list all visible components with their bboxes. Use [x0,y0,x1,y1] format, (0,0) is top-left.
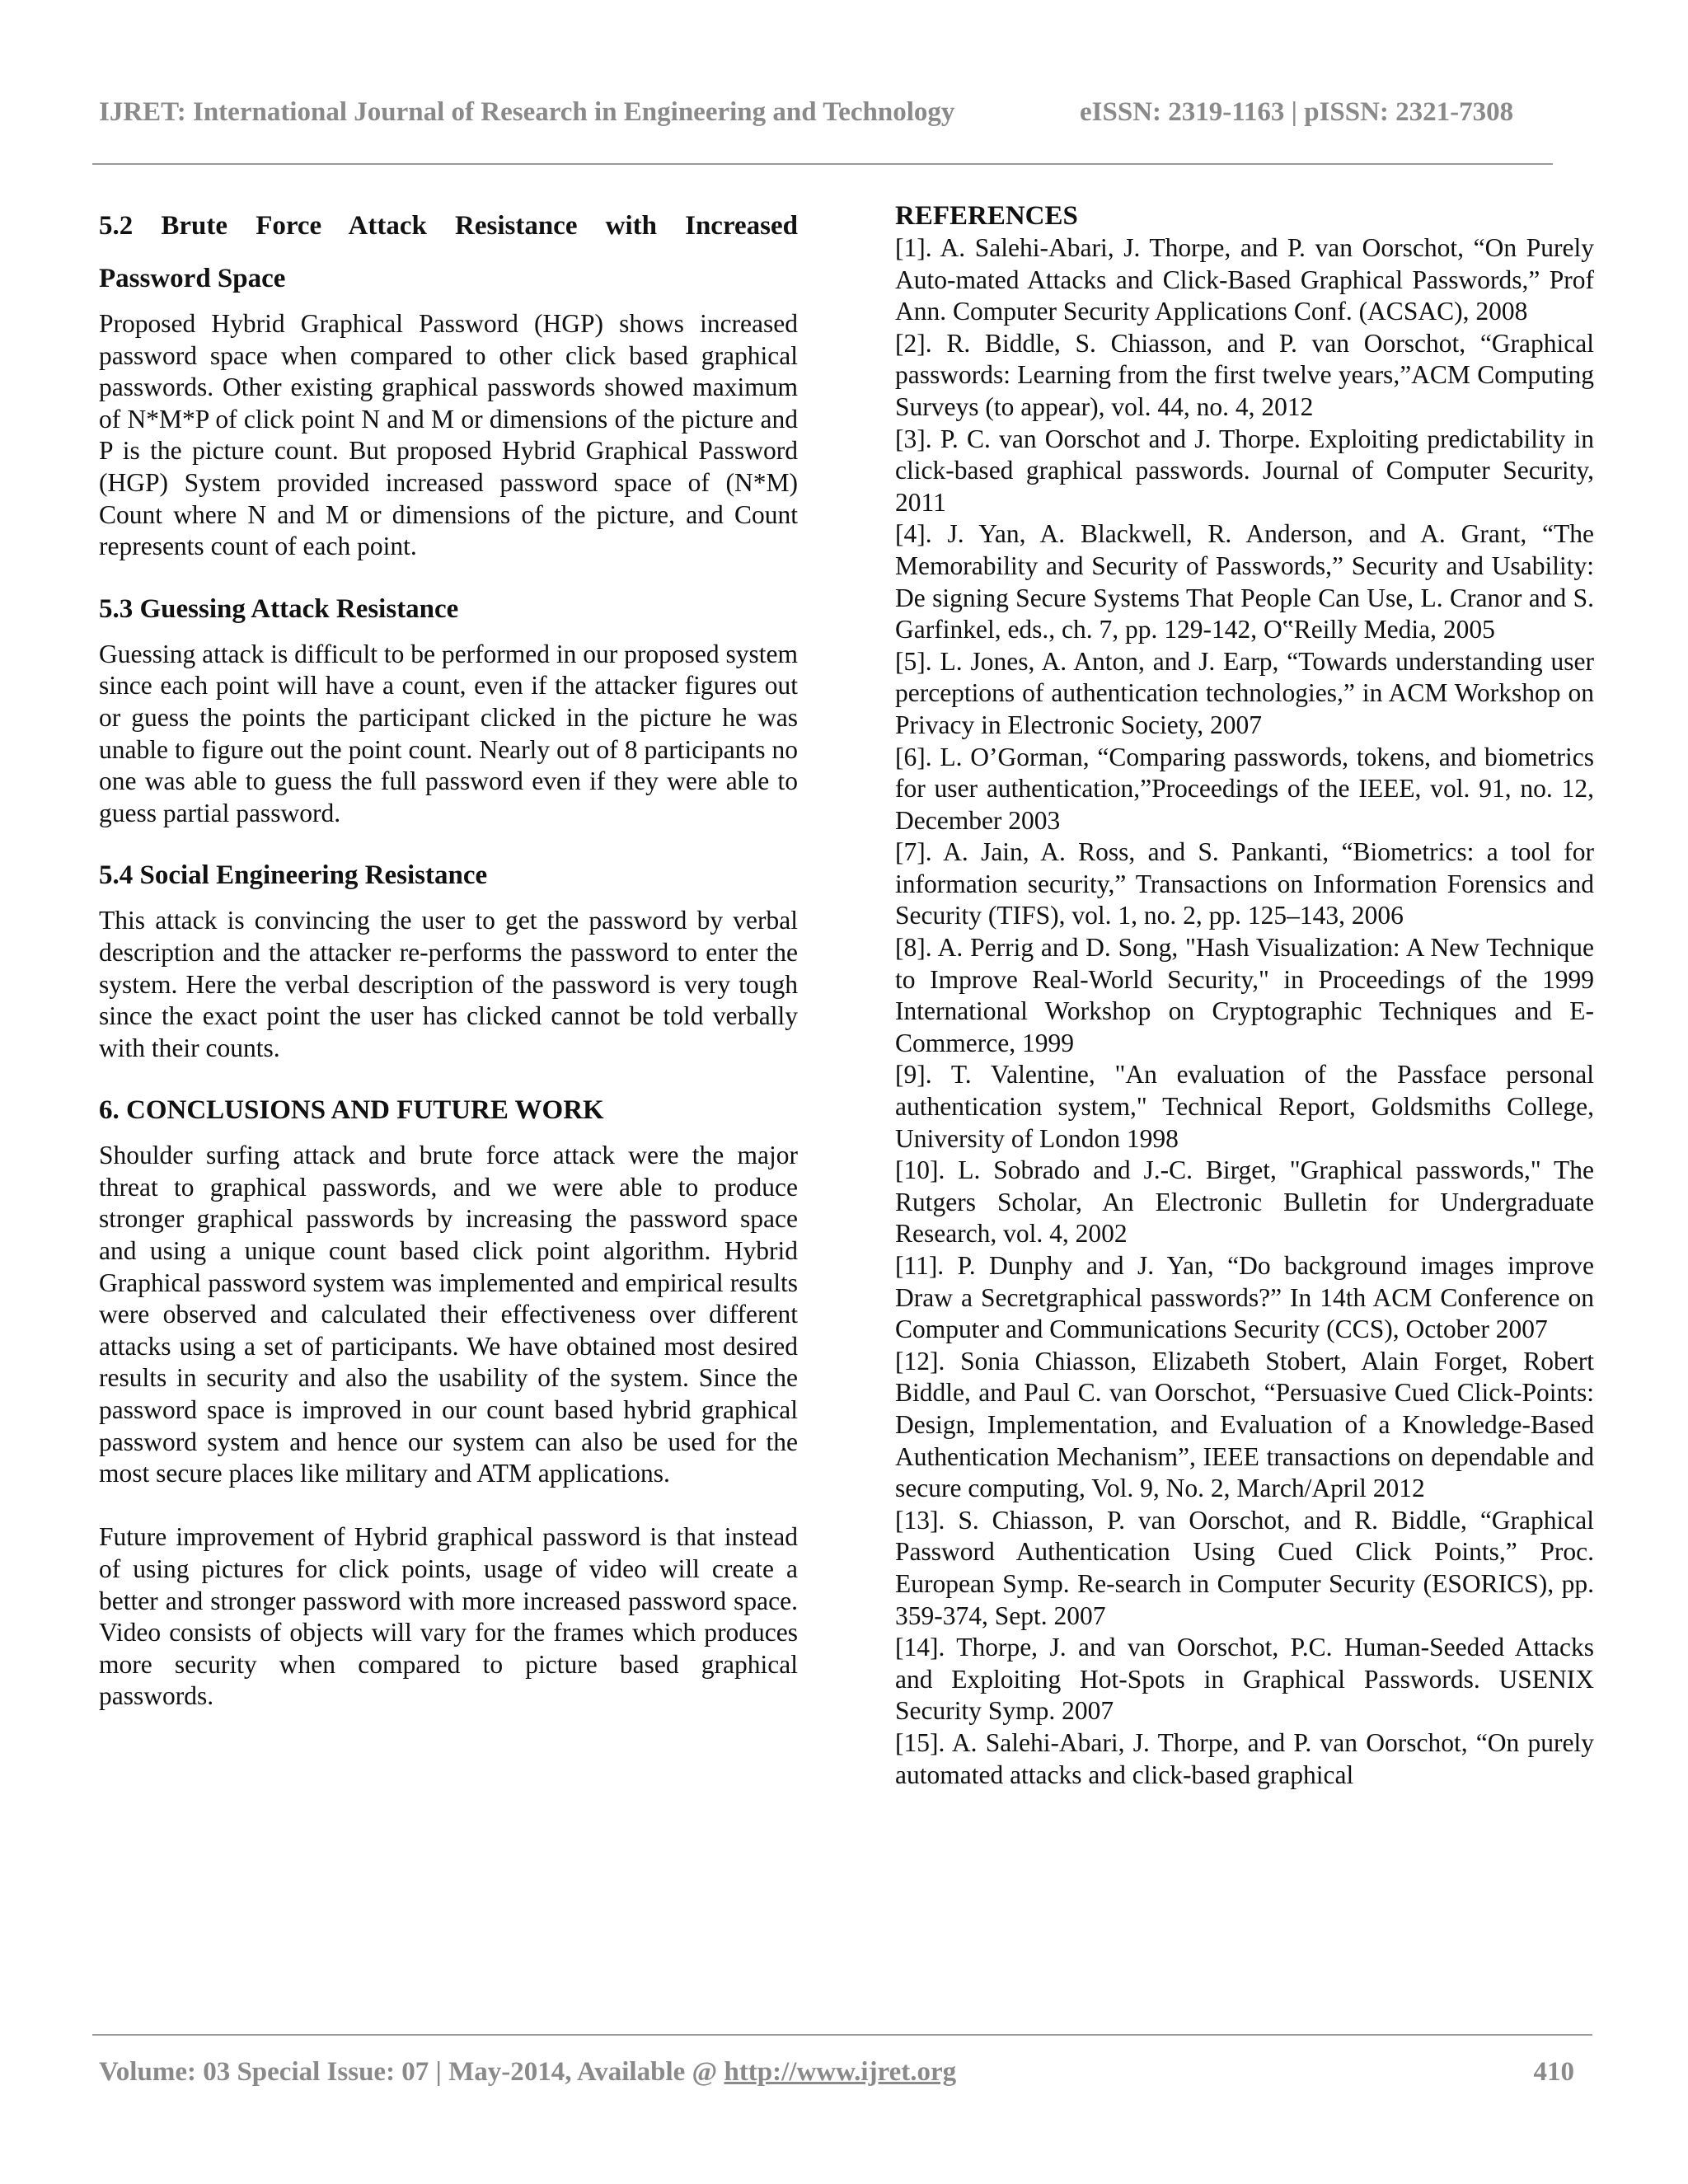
reference-item: [2]. R. Biddle, S. Chiasson, and P. van Oorschot, “Graphical passwords: Learning from the first twelve years,”ACM Computing Surveys (to appear), vol. 44, no. 4, 2012 [895,328,1594,421]
footer-volume-line [99,2057,956,2088]
section-6-body-1: Shoulder surfing attack and brute force attack were the major threat to graphical passwords, and we were able to produce stronger graphical passwords by increasing the password space and using a unique count based click point algorithm. Hybrid Graphical password system was implemented and empirical results were observed and calculated their effectiveness over different attacks using a set of participants. We have obtained most desired results in security and also the usability of the system. Since the password space is improved in our count based hybrid graphical password system and hence our system can also be used for the most secure places like military and ATM applications. [99,1141,798,1488]
footer-divider [92,2034,1592,2036]
left-column [99,199,798,1713]
journal-website-link[interactable]: http://www.ijret.org [724,2057,957,2087]
section-5-2-body: Proposed Hybrid Graphical Password (HGP) shows increased password space when compared to other click based graphical passwords. Other existing graphical passwords showed maximum of N*M*P of click point N and M or dimensions of the picture and P is the picture count. But proposed Hybrid Graphical Password (HGP) System provided increased password space of (N*M) Count where N and M or dimensions of the picture, and Count represents count of each point. [99,309,798,561]
reference-item: [9]. T. Valentine, "An evaluation of the Passface personal authentication system," Technical Report, Goldsmiths College, University of London 1998 [895,1060,1594,1153]
reference-item: [8]. A. Perrig and D. Song, "Hash Visualization: A New Technique to Improve Real-World Security," in Proceedings of the 1999 International Workshop on Cryptographic Techniques and E-Commerce, 1999 [895,933,1594,1057]
section-5-3-body: Guessing attack is difficult to be performed in our proposed system since each point will have a count, even if the attacker figures out or guess the points the participant clicked in the picture he was unable to figure out the point count. Nearly out of 8 participants no one was able to guess the full password even if they were able to guess partial password. [99,639,798,827]
reference-item: [3]. P. C. van Oorschot and J. Thorpe. Exploiting predictability in click-based graphical passwords. Journal of Computer Security, 2011 [895,424,1594,517]
section-5-2-heading [99,199,798,305]
section-5-4-heading: 5.4 Social Engineering Resistance [99,860,488,891]
journal-title: IJRET: International Journal of Research in Engineering and Technology [99,97,955,127]
issn-info: eISSN: 2319-1163 | pISSN: 2321-7308 [1080,97,1514,127]
references-heading: REFERENCES [895,201,1078,231]
section-5-3-heading: 5.3 Guessing Attack Resistance [99,593,459,624]
page-number: 410 [1533,2057,1574,2087]
reference-item: [12]. Sonia Chiasson, Elizabeth Stobert, Alain Forget, Robert Biddle, and Paul C. van Oorschot, “Persuasive Cued Click-Points: Design, Implementation, and Evaluation of a Knowledge-Based Authentication Mechanism”, IEEE transactions on dependable and secure computing, Vol. 9, No. 2, March/April 2012 [895,1346,1594,1503]
section-5-2-heading-line2: Password Space [99,264,286,293]
reference-item: [4]. J. Yan, A. Blackwell, R. Anderson, and A. Grant, “The Memorability and Security of Passwords,” Security and Usability: De signing Secure Systems That People Can Use, L. Cranor and S. Garfinkel, eds., ch. 7, pp. 129-142, O‟Reilly Media, 2005 [895,519,1594,644]
section-5-2-heading-line1: 5.2 Brute Force Attack Resistance with Increased [99,211,798,241]
references-column [895,199,1594,1791]
reference-item: [13]. S. Chiasson, P. van Oorschot, and R. Biddle, “Graphical Password Authentication Using Cued Click Points,” Proc. European Symp. Re-search in Computer Security (ESORICS), pp. 359-374, Sept. 2007 [895,1505,1594,1630]
reference-item: [15]. A. Salehi-Abari, J. Thorpe, and P. van Oorschot, “On purely automated attacks and click-based graphical [895,1727,1594,1789]
reference-item: [7]. A. Jain, A. Ross, and S. Pankanti, “Biometrics: a tool for information security,” Transactions on Information Forensics and Security (TIFS), vol. 1, no. 2, pp. 125–143, 2006 [895,837,1594,930]
section-6-body-2: Future improvement of Hybrid graphical password is that instead of using pictures for click points, usage of video will create a better and stronger password with more increased password space. Video consists of objects will vary for the frames which produces more security when compared to picture based graphical passwords. [99,1522,798,1711]
section-6-heading: 6. CONCLUSIONS AND FUTURE WORK [99,1095,604,1126]
footer-volume: Volume: 03 Special Issue: 07 | May-2014, Available @ [99,2057,724,2087]
section-5-4-body: This attack is convincing the user to get the password by verbal description and the attacker re-performs the password to enter the system. Here the verbal description of the password is very tough since the exact point the user has clicked cannot be told verbally with their counts. [99,906,798,1062]
reference-item: [5]. L. Jones, A. Anton, and J. Earp, “Towards understanding user perceptions of authentication technologies,” in ACM Workshop on Privacy in Electronic Society, 2007 [895,646,1594,739]
reference-item: [14]. Thorpe, J. and van Oorschot, P.C. Human-Seeded Attacks and Exploiting Hot-Spots in Graphical Passwords. USENIX Security Symp. 2007 [895,1633,1594,1726]
reference-item: [10]. L. Sobrado and J.-C. Birget, "Graphical passwords," The Rutgers Scholar, An Electronic Bulletin for Undergraduate Research, vol. 4, 2002 [895,1155,1594,1249]
reference-item: [11]. P. Dunphy and J. Yan, “Do background images improve Draw a Secretgraphical passwords?” In 14th ACM Conference on Computer and Communications Security (CCS), October 2007 [895,1251,1594,1344]
header-divider [92,163,1553,165]
reference-item: [1]. A. Salehi-Abari, J. Thorpe, and P. van Oorschot, “On Purely Auto-mated Attacks and Click-Based Graphical Passwords,” Prof Ann. Computer Security Applications Conf. (ACSAC), 2008 [895,233,1594,326]
reference-item: [6]. L. O’Gorman, “Comparing passwords, tokens, and biometrics for user authentication,”Proceedings of the IEEE, vol. 91, no. 12, December 2003 [895,742,1594,835]
